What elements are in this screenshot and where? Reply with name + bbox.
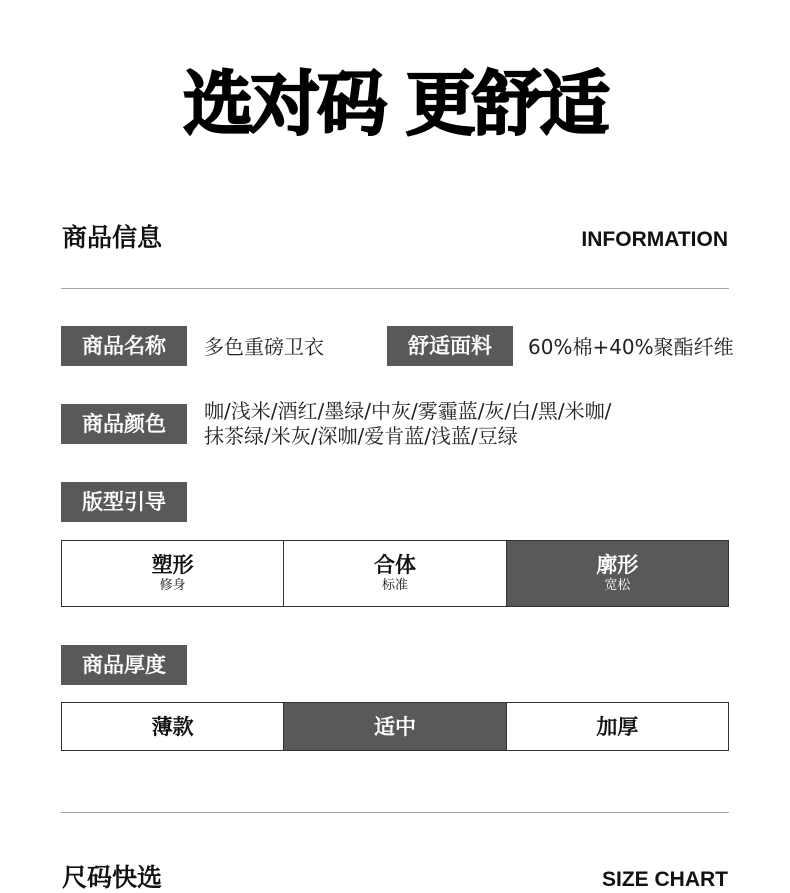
product-name-value: 多色重磅卫衣: [204, 335, 324, 359]
fit-option-sub: 宽松: [604, 578, 631, 593]
thickness-label: 商品厚度: [61, 645, 187, 685]
product-color-label: 商品颜色: [61, 404, 187, 444]
thickness-option-medium[interactable]: [284, 703, 506, 750]
product-color-line-2: 抹茶绿/米灰/深咖/爱肯蓝/浅蓝/豆绿: [204, 424, 518, 448]
fabric-label: 舒适面料: [387, 326, 513, 366]
product-color-line-1: 咖/浅米/酒红/墨绿/中灰/雾霾蓝/灰/白/黑/米咖/: [204, 399, 612, 423]
fit-option-sub: 标准: [381, 578, 408, 593]
fit-option-main: 塑形: [151, 553, 194, 577]
info-section-title-en: INFORMATION: [581, 228, 728, 251]
thickness-option-label: 加厚: [596, 714, 639, 739]
size-section-title: 尺码快选: [62, 863, 163, 892]
thickness-option-thick[interactable]: [507, 703, 728, 750]
fabric-value: 60%棉+40%聚酯纤维: [528, 335, 734, 359]
fit-option-regular[interactable]: [284, 541, 506, 606]
thickness-option-label: 薄款: [151, 714, 194, 739]
thickness-option-label: 适中: [373, 714, 416, 739]
divider: [61, 812, 729, 813]
page-headline: 选对码 更舒适: [183, 63, 607, 145]
divider: [61, 288, 729, 289]
fit-guide-label: 版型引导: [61, 482, 187, 522]
thickness-option-thin[interactable]: [62, 703, 284, 750]
size-section-title-en: SIZE CHART: [602, 868, 728, 891]
fit-option-main: 合体: [373, 553, 416, 577]
info-section-title: 商品信息: [62, 223, 163, 252]
fit-selector: [61, 540, 729, 607]
fit-option-sub: 修身: [159, 578, 186, 593]
fit-option-main: 廓形: [596, 553, 639, 577]
fit-option-loose[interactable]: [507, 541, 728, 606]
product-name-label: 商品名称: [61, 326, 187, 366]
thickness-selector: [61, 702, 729, 751]
fit-option-slim[interactable]: [62, 541, 284, 606]
